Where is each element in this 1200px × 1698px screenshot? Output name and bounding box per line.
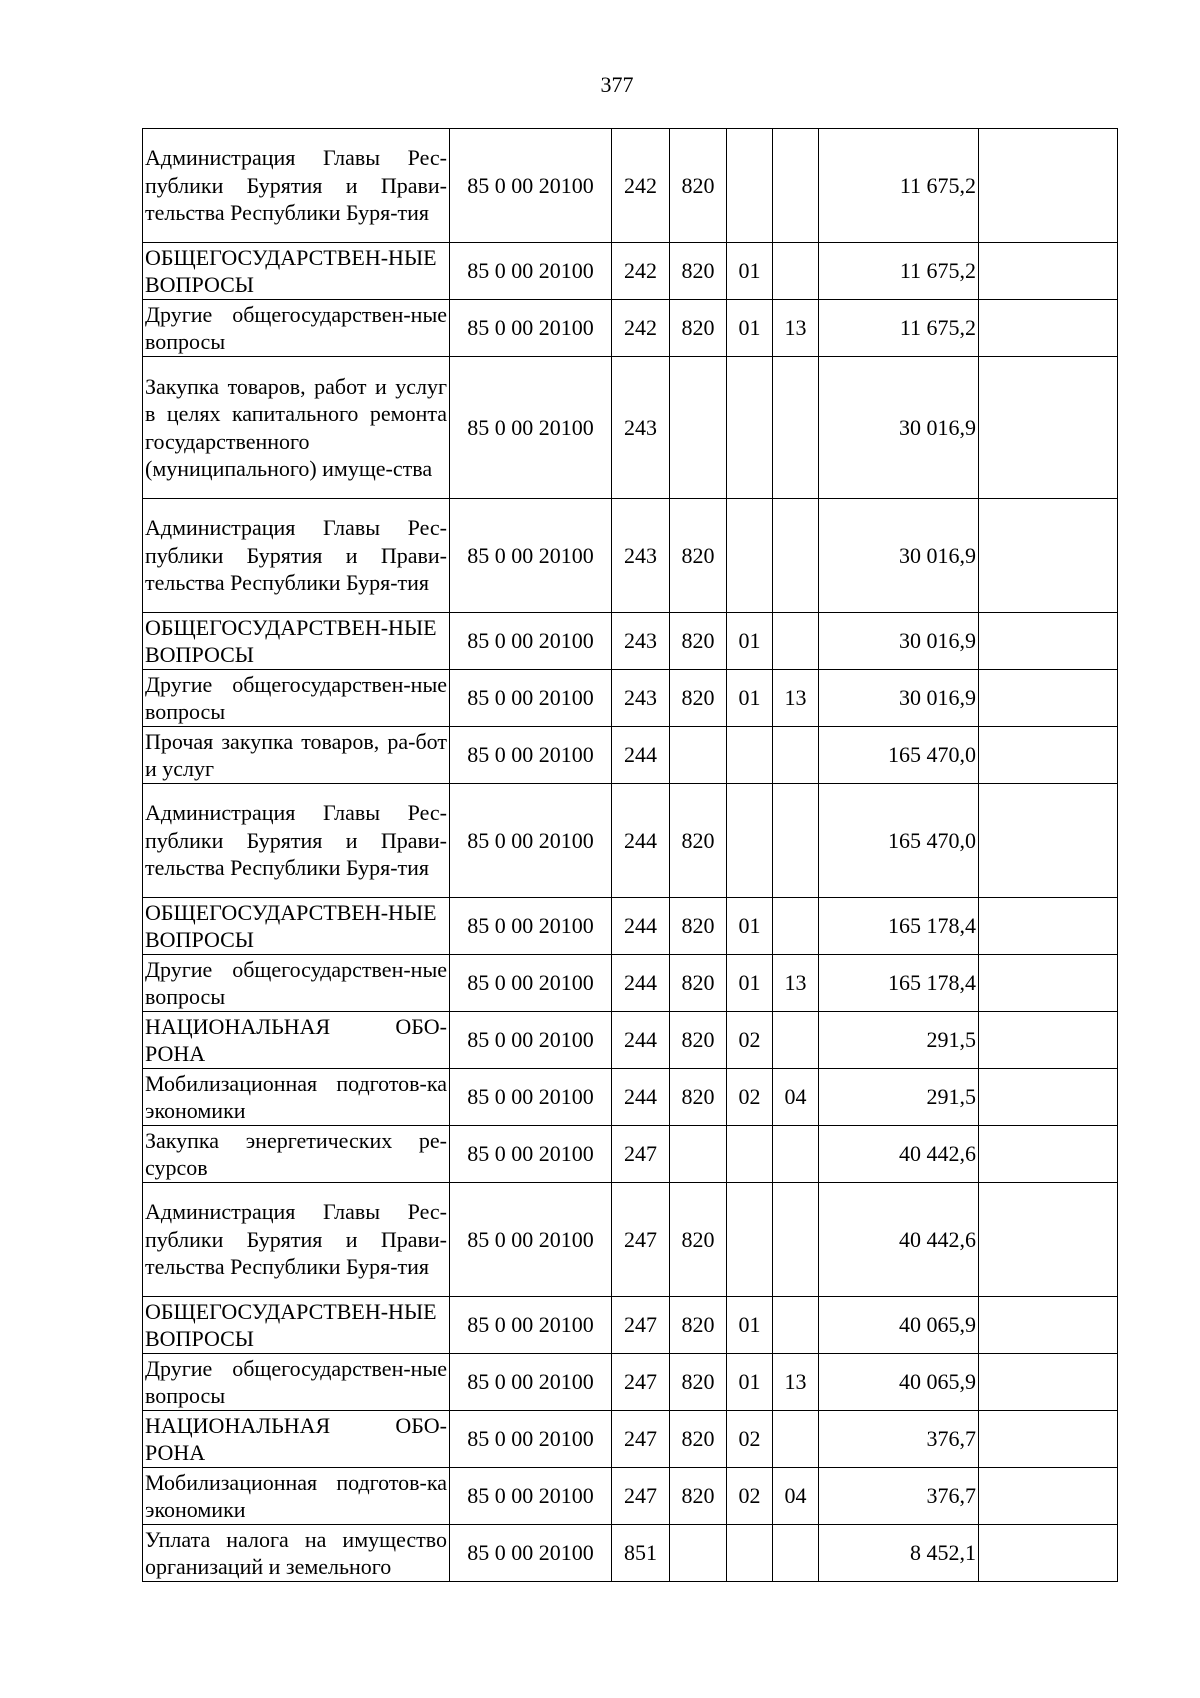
target-article-code: 85 0 00 20100	[450, 1354, 612, 1411]
extra-cell	[979, 670, 1118, 727]
line-item-name: ОБЩЕГОСУДАРСТВЕН-НЫЕ ВОПРОСЫ	[143, 613, 450, 670]
administrator-code: 820	[670, 955, 727, 1012]
target-article-code: 85 0 00 20100	[450, 129, 612, 243]
table-row	[143, 1126, 1118, 1183]
target-article-code: 85 0 00 20100	[450, 784, 612, 898]
line-item-name: Другие общегосударствен-ные вопросы	[143, 955, 450, 1012]
target-article-code: 85 0 00 20100	[450, 357, 612, 499]
extra-cell	[979, 898, 1118, 955]
line-item-name: ОБЩЕГОСУДАРСТВЕН-НЫЕ ВОПРОСЫ	[143, 1297, 450, 1354]
extra-cell	[979, 1069, 1118, 1126]
amount-cell: 11 675,2	[819, 300, 979, 357]
administrator-code: 820	[670, 784, 727, 898]
section-code: 02	[727, 1468, 773, 1525]
table-row	[143, 898, 1118, 955]
amount-cell: 376,7	[819, 1411, 979, 1468]
administrator-code: 820	[670, 499, 727, 613]
table-row	[143, 300, 1118, 357]
budget-table	[142, 128, 1118, 1582]
expense-type-code: 247	[612, 1183, 670, 1297]
amount-cell: 11 675,2	[819, 243, 979, 300]
table-row	[143, 129, 1118, 243]
target-article-code: 85 0 00 20100	[450, 1525, 612, 1582]
line-item-name: Мобилизационная подготов-ка экономики	[143, 1069, 450, 1126]
expense-type-code: 243	[612, 499, 670, 613]
expense-type-code: 247	[612, 1126, 670, 1183]
expense-type-code: 243	[612, 670, 670, 727]
table-row	[143, 1012, 1118, 1069]
administrator-code: 820	[670, 300, 727, 357]
subsection-code	[773, 357, 819, 499]
expense-type-code: 243	[612, 613, 670, 670]
table-row	[143, 1354, 1118, 1411]
section-code: 01	[727, 670, 773, 727]
line-item-name: Другие общегосударствен-ные вопросы	[143, 670, 450, 727]
extra-cell	[979, 784, 1118, 898]
amount-cell: 165 178,4	[819, 955, 979, 1012]
extra-cell	[979, 1525, 1118, 1582]
expense-type-code: 244	[612, 727, 670, 784]
subsection-code	[773, 243, 819, 300]
section-code: 01	[727, 1354, 773, 1411]
expense-type-code: 244	[612, 955, 670, 1012]
administrator-code: 820	[670, 613, 727, 670]
target-article-code: 85 0 00 20100	[450, 1012, 612, 1069]
target-article-code: 85 0 00 20100	[450, 243, 612, 300]
section-code: 02	[727, 1012, 773, 1069]
expense-type-code: 851	[612, 1525, 670, 1582]
section-code	[727, 1126, 773, 1183]
subsection-code	[773, 727, 819, 784]
target-article-code: 85 0 00 20100	[450, 1183, 612, 1297]
subsection-code: 13	[773, 300, 819, 357]
section-code: 01	[727, 898, 773, 955]
expense-type-code: 244	[612, 1069, 670, 1126]
subsection-code	[773, 613, 819, 670]
administrator-code: 820	[670, 670, 727, 727]
subsection-code: 04	[773, 1468, 819, 1525]
extra-cell	[979, 129, 1118, 243]
expense-type-code: 244	[612, 784, 670, 898]
subsection-code	[773, 1126, 819, 1183]
extra-cell	[979, 1411, 1118, 1468]
section-code: 01	[727, 1297, 773, 1354]
subsection-code: 13	[773, 670, 819, 727]
section-code	[727, 1183, 773, 1297]
extra-cell	[979, 1354, 1118, 1411]
administrator-code: 820	[670, 898, 727, 955]
expense-type-code: 247	[612, 1411, 670, 1468]
amount-cell: 291,5	[819, 1069, 979, 1126]
amount-cell: 40 065,9	[819, 1354, 979, 1411]
amount-cell: 376,7	[819, 1468, 979, 1525]
expense-type-code: 247	[612, 1354, 670, 1411]
expense-type-code: 247	[612, 1297, 670, 1354]
subsection-code: 13	[773, 955, 819, 1012]
expense-type-code: 242	[612, 300, 670, 357]
target-article-code: 85 0 00 20100	[450, 1069, 612, 1126]
section-code	[727, 727, 773, 784]
expense-type-code: 244	[612, 1012, 670, 1069]
line-item-name: Администрация Главы Рес-публики Бурятия и Прави-тельства Республики Буря-тия	[143, 784, 450, 898]
line-item-name: ОБЩЕГОСУДАРСТВЕН-НЫЕ ВОПРОСЫ	[143, 898, 450, 955]
subsection-code	[773, 784, 819, 898]
amount-cell: 40 442,6	[819, 1183, 979, 1297]
administrator-code: 820	[670, 1183, 727, 1297]
table-row	[143, 1183, 1118, 1297]
administrator-code: 820	[670, 1012, 727, 1069]
amount-cell: 30 016,9	[819, 499, 979, 613]
administrator-code: 820	[670, 1069, 727, 1126]
subsection-code	[773, 898, 819, 955]
target-article-code: 85 0 00 20100	[450, 727, 612, 784]
subsection-code	[773, 1411, 819, 1468]
subsection-code	[773, 1012, 819, 1069]
table-row	[143, 243, 1118, 300]
section-code: 02	[727, 1069, 773, 1126]
subsection-code	[773, 129, 819, 243]
administrator-code	[670, 1126, 727, 1183]
line-item-name: Закупка товаров, работ и услуг в целях капитального ремонта государственного (муниципального) имуще-ства	[143, 357, 450, 499]
line-item-name: НАЦИОНАЛЬНАЯ ОБО-РОНА	[143, 1012, 450, 1069]
target-article-code: 85 0 00 20100	[450, 898, 612, 955]
target-article-code: 85 0 00 20100	[450, 613, 612, 670]
section-code	[727, 129, 773, 243]
extra-cell	[979, 1297, 1118, 1354]
extra-cell	[979, 727, 1118, 784]
line-item-name: Прочая закупка товаров, ра-бот и услуг	[143, 727, 450, 784]
administrator-code: 820	[670, 243, 727, 300]
administrator-code: 820	[670, 1411, 727, 1468]
section-code: 01	[727, 613, 773, 670]
table-row	[143, 955, 1118, 1012]
line-item-name: Администрация Главы Рес-публики Бурятия и Прави-тельства Республики Буря-тия	[143, 499, 450, 613]
amount-cell: 30 016,9	[819, 613, 979, 670]
line-item-name: Другие общегосударствен-ные вопросы	[143, 300, 450, 357]
subsection-code	[773, 1183, 819, 1297]
table-row	[143, 1468, 1118, 1525]
amount-cell: 291,5	[819, 1012, 979, 1069]
target-article-code: 85 0 00 20100	[450, 1297, 612, 1354]
subsection-code	[773, 499, 819, 613]
table-row	[143, 613, 1118, 670]
expense-type-code: 242	[612, 129, 670, 243]
subsection-code	[773, 1297, 819, 1354]
budget-table-body	[143, 129, 1118, 1582]
extra-cell	[979, 243, 1118, 300]
section-code: 01	[727, 955, 773, 1012]
table-row	[143, 1069, 1118, 1126]
subsection-code: 04	[773, 1069, 819, 1126]
page-number: 377	[600, 72, 634, 97]
administrator-code	[670, 727, 727, 784]
table-row	[143, 1411, 1118, 1468]
line-item-name: Уплата налога на имущество организаций и земельного	[143, 1525, 450, 1582]
amount-cell: 165 470,0	[819, 784, 979, 898]
section-code	[727, 357, 773, 499]
table-row	[143, 357, 1118, 499]
table-row	[143, 727, 1118, 784]
amount-cell: 11 675,2	[819, 129, 979, 243]
amount-cell: 30 016,9	[819, 670, 979, 727]
target-article-code: 85 0 00 20100	[450, 1126, 612, 1183]
administrator-code	[670, 357, 727, 499]
table-row	[143, 499, 1118, 613]
subsection-code: 13	[773, 1354, 819, 1411]
target-article-code: 85 0 00 20100	[450, 670, 612, 727]
administrator-code: 820	[670, 1354, 727, 1411]
table-row	[143, 1297, 1118, 1354]
extra-cell	[979, 1126, 1118, 1183]
target-article-code: 85 0 00 20100	[450, 1411, 612, 1468]
expense-type-code: 247	[612, 1468, 670, 1525]
line-item-name: Администрация Главы Рес-публики Бурятия и Прави-тельства Республики Буря-тия	[143, 1183, 450, 1297]
extra-cell	[979, 1468, 1118, 1525]
administrator-code: 820	[670, 129, 727, 243]
extra-cell	[979, 499, 1118, 613]
administrator-code	[670, 1525, 727, 1582]
amount-cell: 165 470,0	[819, 727, 979, 784]
expense-type-code: 242	[612, 243, 670, 300]
table-row	[143, 1525, 1118, 1582]
line-item-name: Закупка энергетических ре-сурсов	[143, 1126, 450, 1183]
amount-cell: 8 452,1	[819, 1525, 979, 1582]
target-article-code: 85 0 00 20100	[450, 499, 612, 613]
line-item-name: Другие общегосударствен-ные вопросы	[143, 1354, 450, 1411]
target-article-code: 85 0 00 20100	[450, 955, 612, 1012]
target-article-code: 85 0 00 20100	[450, 1468, 612, 1525]
table-row	[143, 784, 1118, 898]
line-item-name: ОБЩЕГОСУДАРСТВЕН-НЫЕ ВОПРОСЫ	[143, 243, 450, 300]
amount-cell: 40 442,6	[819, 1126, 979, 1183]
table-row	[143, 670, 1118, 727]
section-code: 01	[727, 300, 773, 357]
section-code	[727, 1525, 773, 1582]
subsection-code	[773, 1525, 819, 1582]
expense-type-code: 244	[612, 898, 670, 955]
section-code: 01	[727, 243, 773, 300]
target-article-code: 85 0 00 20100	[450, 300, 612, 357]
administrator-code: 820	[670, 1297, 727, 1354]
line-item-name: Мобилизационная подготов-ка экономики	[143, 1468, 450, 1525]
line-item-name: Администрация Главы Рес-публики Бурятия и Прави-тельства Республики Буря-тия	[143, 129, 450, 243]
extra-cell	[979, 300, 1118, 357]
section-code	[727, 784, 773, 898]
administrator-code: 820	[670, 1468, 727, 1525]
amount-cell: 30 016,9	[819, 357, 979, 499]
section-code	[727, 499, 773, 613]
expense-type-code: 243	[612, 357, 670, 499]
extra-cell	[979, 1183, 1118, 1297]
amount-cell: 165 178,4	[819, 898, 979, 955]
amount-cell: 40 065,9	[819, 1297, 979, 1354]
extra-cell	[979, 1012, 1118, 1069]
extra-cell	[979, 357, 1118, 499]
line-item-name: НАЦИОНАЛЬНАЯ ОБО-РОНА	[143, 1411, 450, 1468]
extra-cell	[979, 955, 1118, 1012]
extra-cell	[979, 613, 1118, 670]
section-code: 02	[727, 1411, 773, 1468]
